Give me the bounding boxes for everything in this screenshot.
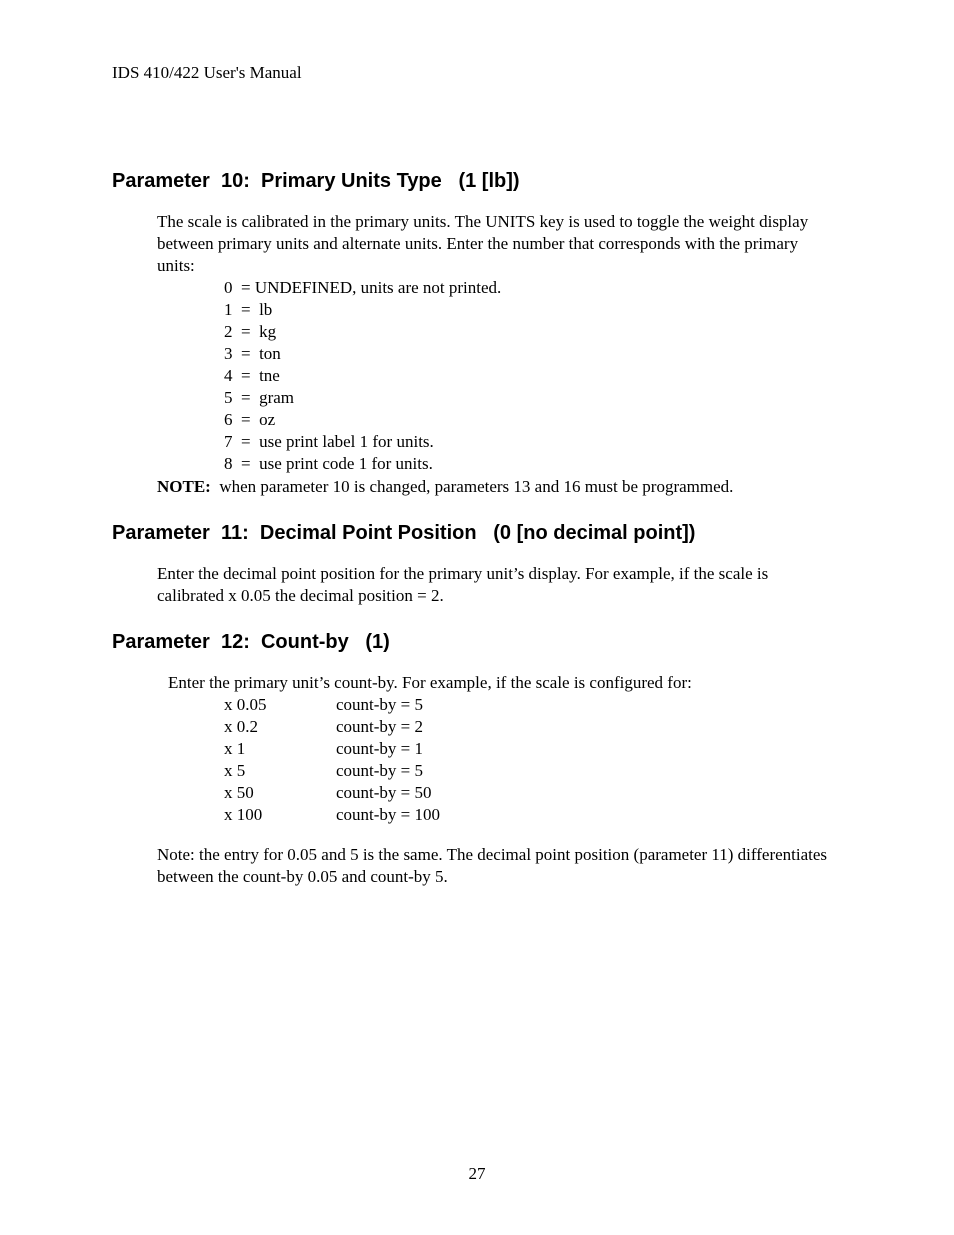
multiplier: x 5 [224, 761, 246, 780]
units-item: 5 = gram [224, 388, 295, 407]
param12-intro: Enter the primary unit’s count-by. For example, if the scale is configured for: [168, 673, 692, 692]
units-item: 7 = use print label 1 for units. [224, 432, 434, 451]
multiplier: x 50 [224, 783, 254, 802]
param12-note: Note: the entry for 0.05 and 5 is the same. The decimal point position (parameter 11) differentiates between the count-by 0.05 and count-by 5. [157, 845, 828, 886]
multiplier: x 0.2 [224, 717, 258, 736]
countby-value: count-by = 100 [336, 805, 441, 824]
units-item: 8 = use print code 1 for units. [224, 454, 433, 473]
units-item: 6 = oz [224, 410, 276, 429]
note-label: NOTE: [157, 477, 211, 496]
countby-value: count-by = 2 [336, 717, 424, 736]
units-item: 0 = UNDEFINED, units are not printed. [224, 278, 502, 297]
multiplier: x 1 [224, 739, 246, 758]
units-list [224, 277, 501, 475]
param10-intro: The scale is calibrated in the primary units. The UNITS key is used to toggle the weight display between primary units and alternate units. Enter the number that corresponds with the primary units: [157, 212, 809, 275]
page-number: 27 [468, 1164, 486, 1183]
countby-value: count-by = 5 [336, 761, 424, 780]
param11-heading: Parameter 11: Decimal Point Position (0 [no decimal point]) [112, 522, 696, 544]
param12-heading: Parameter 12: Count-by (1) [112, 631, 390, 653]
multiplier: x 100 [224, 805, 263, 824]
param11-text: Enter the decimal point position for the primary unit’s display. For example, if the scale is calibrated x 0.05 the decimal position = 2. [157, 564, 769, 605]
units-item: 2 = kg [224, 322, 277, 341]
units-item: 3 = ton [224, 344, 281, 363]
units-item: 4 = tne [224, 366, 280, 385]
multiplier: x 0.05 [224, 695, 267, 714]
countby-value: count-by = 50 [336, 783, 432, 802]
countby-value: count-by = 1 [336, 739, 424, 758]
running-header: IDS 410/422 User's Manual [112, 63, 302, 82]
units-item: 1 = lb [224, 300, 273, 319]
note-text: when parameter 10 is changed, parameters 13 and 16 must be programmed. [210, 477, 734, 496]
param10-note [157, 476, 733, 498]
countby-value: count-by = 5 [336, 695, 424, 714]
param10-heading: Parameter 10: Primary Units Type (1 [lb]) [112, 170, 520, 192]
